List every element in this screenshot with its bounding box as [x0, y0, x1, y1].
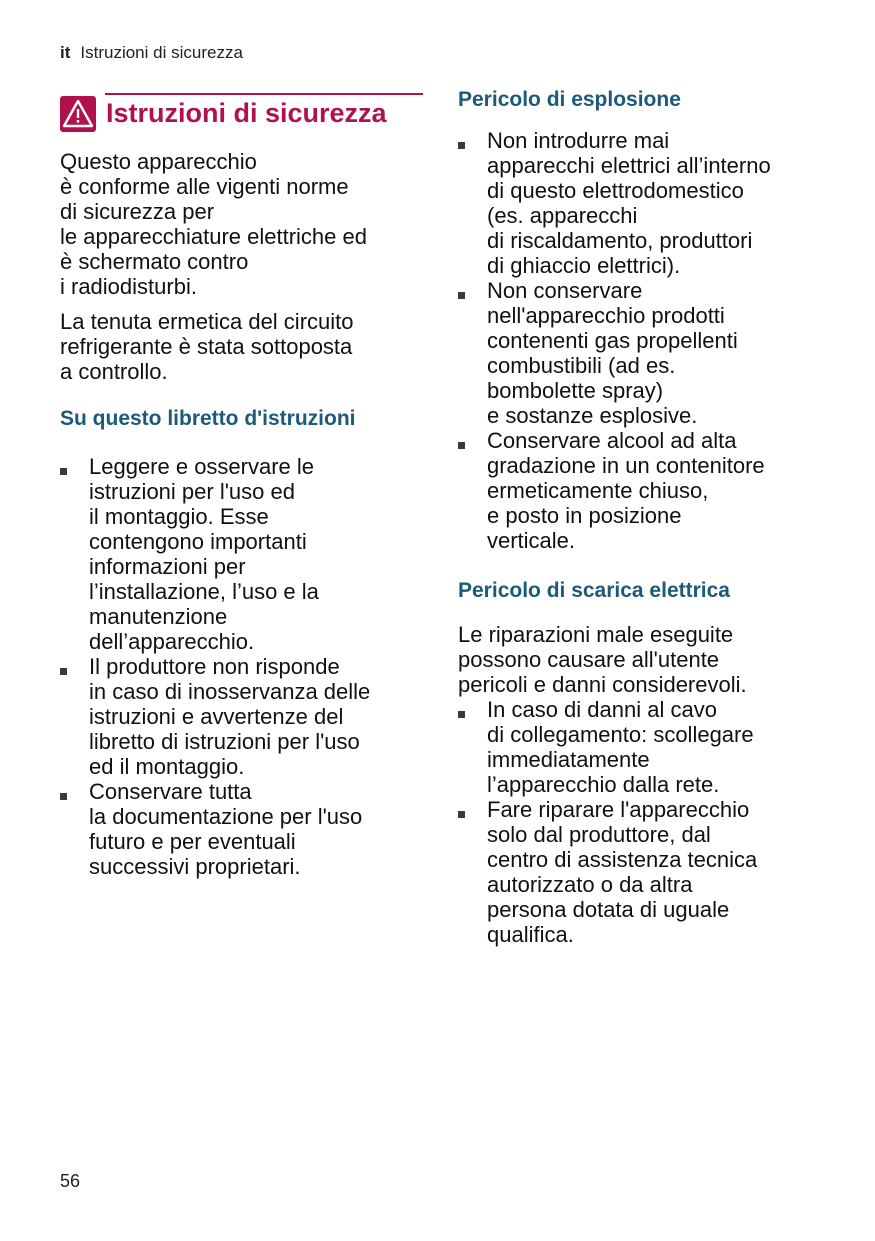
warning-triangle-icon	[60, 96, 96, 132]
text-line: immediatamente	[487, 747, 650, 772]
text-line: qualifica.	[487, 922, 574, 947]
text-line: ed il montaggio.	[89, 754, 245, 779]
language-code: it	[60, 43, 71, 62]
text-line: di sicurezza per	[60, 199, 215, 224]
text-line: l’installazione, l’uso e la	[89, 579, 319, 604]
text-line: autorizzato o da altra	[487, 872, 693, 897]
text-line: Leggere e osservare le	[89, 454, 315, 479]
text-line: di questo elettrodomestico	[487, 178, 744, 203]
text-line: informazioni per	[89, 554, 246, 579]
list-item	[60, 454, 425, 654]
bullet-square-icon	[60, 468, 67, 475]
text-line: pericoli e danni considerevoli.	[458, 672, 747, 697]
text-line: futuro e per eventuali	[89, 829, 296, 854]
seal-paragraph	[60, 309, 425, 384]
text-line: contenenti gas propellenti	[487, 328, 738, 353]
electric-section-heading: Pericolo di scarica elettrica	[458, 579, 730, 602]
text-line: in caso di inosservanza delle	[89, 679, 371, 704]
list-item	[458, 797, 828, 947]
conformity-paragraph	[60, 149, 425, 299]
text-line: nell'apparecchio prodotti	[487, 303, 725, 328]
running-header	[60, 43, 243, 63]
list-item	[458, 278, 828, 428]
text-line: i radiodisturbi.	[60, 274, 197, 299]
text-line: successivi proprietari.	[89, 854, 301, 879]
text-line: manutenzione	[89, 604, 228, 629]
text-line: il montaggio. Esse	[89, 504, 269, 529]
list-item	[458, 128, 828, 278]
text-line: è conforme alle vigenti norme	[60, 174, 349, 199]
text-line: e posto in posizione	[487, 503, 682, 528]
text-line: libretto di istruzioni per l'uso	[89, 729, 360, 754]
list-item	[458, 697, 828, 797]
page-title: Istruzioni di sicurezza	[106, 98, 387, 128]
text-line: bombolette spray)	[487, 378, 664, 403]
text-line: l’apparecchio dalla rete.	[487, 772, 720, 797]
text-line: persona dotata di uguale	[487, 897, 730, 922]
text-line: apparecchi elettrici all’interno	[487, 153, 771, 178]
main-title-block	[60, 93, 425, 137]
text-line: solo dal produttore, dal	[487, 822, 711, 847]
text-line: istruzioni per l'uso ed	[89, 479, 295, 504]
text-line: le apparecchiature elettriche ed	[60, 224, 367, 249]
text-line: combustibili (ad es.	[487, 353, 676, 378]
bullet-square-icon	[60, 668, 67, 675]
bullet-square-icon	[458, 811, 465, 818]
text-line: Le riparazioni male eseguite	[458, 622, 734, 647]
explosion-bullet-list	[458, 128, 828, 553]
text-line: e sostanze esplosive.	[487, 403, 698, 428]
manual-section-heading: Su questo libretto d'istruzioni	[60, 407, 356, 430]
text-line: è schermato contro	[60, 249, 249, 274]
text-line: dell’apparecchio.	[89, 629, 255, 654]
list-item	[60, 779, 425, 879]
text-line: Non introdurre mai	[487, 128, 670, 153]
list-item	[60, 654, 425, 779]
text-line: centro di assistenza tecnica	[487, 847, 758, 872]
page-number: 56	[60, 1171, 81, 1191]
explosion-section-heading: Pericolo di esplosione	[458, 88, 681, 111]
electric-bullet-list	[458, 697, 828, 947]
bullet-square-icon	[458, 142, 465, 149]
text-line: refrigerante è stata sottoposta	[60, 334, 353, 359]
text-line: di ghiaccio elettrici).	[487, 253, 681, 278]
text-line: Il produttore non risponde	[89, 654, 340, 679]
bullet-square-icon	[60, 793, 67, 800]
text-line: La tenuta ermetica del circuito	[60, 309, 354, 334]
bullet-square-icon	[458, 442, 465, 449]
manual-bullet-list	[60, 454, 425, 879]
text-line: di riscaldamento, produttori	[487, 228, 753, 253]
text-line: la documentazione per l'uso	[89, 804, 363, 829]
text-line: Fare riparare l'apparecchio	[487, 797, 750, 822]
left-column	[60, 93, 425, 879]
header-section-title: Istruzioni di sicurezza	[80, 43, 243, 62]
text-line: Conservare alcool ad alta	[487, 428, 737, 453]
bullet-square-icon	[458, 711, 465, 718]
text-line: Questo apparecchio	[60, 149, 257, 174]
text-line: gradazione in un contenitore	[487, 453, 765, 478]
text-line: istruzioni e avvertenze del	[89, 704, 344, 729]
text-line: di collegamento: scollegare	[487, 722, 754, 747]
list-item	[458, 428, 828, 553]
electric-intro-paragraph	[458, 622, 828, 697]
title-rule	[105, 93, 423, 95]
text-line: Non conservare	[487, 278, 643, 303]
text-line: Conservare tutta	[89, 779, 252, 804]
text-line: ermeticamente chiuso,	[487, 478, 709, 503]
text-line: (es. apparecchi	[487, 203, 638, 228]
text-line: verticale.	[487, 528, 576, 553]
text-line: contengono importanti	[89, 529, 307, 554]
right-column	[458, 88, 828, 947]
text-line: a controllo.	[60, 359, 168, 384]
bullet-square-icon	[458, 292, 465, 299]
text-line: possono causare all'utente	[458, 647, 720, 672]
text-line: In caso di danni al cavo	[487, 697, 717, 722]
